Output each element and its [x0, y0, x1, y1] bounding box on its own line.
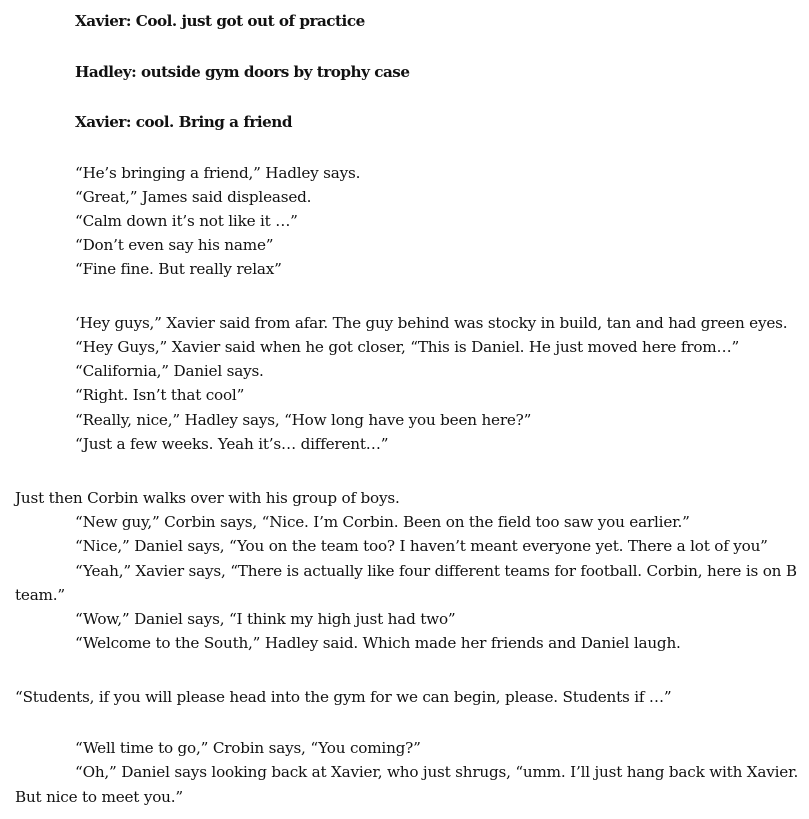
text-line: “Students, if you will please head into the gym for we can begin, please. Students if …” — [15, 688, 672, 706]
chat-line-hadley: Hadley: outside gym doors by trophy case — [75, 63, 410, 81]
text-line: “New guy,” Corbin says, “Nice. I’m Corbin. Been on the field too saw you earlier.” — [75, 513, 690, 531]
text-line: “Nice,” Daniel says, “You on the team too? I haven’t meant everyone yet. There a lot of you” — [75, 537, 768, 555]
text-line: “Oh,” Daniel says looking back at Xavier, who just shrugs, “umm. I’ll just hang back with Xavier. — [75, 763, 799, 781]
text-line: “Hey Guys,” Xavier said when he got closer, “This is Daniel. He just moved here from…” — [75, 338, 740, 356]
chat-line-xavier-2: Xavier: cool. Bring a friend — [75, 113, 292, 131]
text-line: “Yeah,” Xavier says, “There is actually like four different teams for football. Corbin, here is on B — [75, 562, 797, 580]
text-line: ‘Hey guys,” Xavier said from afar. The guy behind was stocky in build, tan and had green eyes. — [75, 314, 788, 332]
text-line: “Great,” James said displeased. — [75, 188, 312, 206]
text-line: “He’s bringing a friend,” Hadley says. — [75, 164, 361, 182]
text-line: “Just a few weeks. Yeah it’s… different…” — [75, 435, 389, 453]
text-line: “Wow,” Daniel says, “I think my high just had two” — [75, 610, 456, 628]
text-line: “Really, nice,” Hadley says, “How long have you been here?” — [75, 411, 532, 429]
text-line: “California,” Daniel says. — [75, 362, 264, 380]
chat-line-xavier-1: Xavier: Cool. just got out of practice — [75, 12, 365, 30]
text-line: team.” — [15, 586, 65, 604]
text-line: “Calm down it’s not like it …” — [75, 212, 298, 230]
text-line: “Don’t even say his name” — [75, 236, 274, 254]
text-line: “Right. Isn’t that cool” — [75, 386, 245, 404]
text-line: Just then Corbin walks over with his group of boys. — [15, 489, 400, 507]
text-line: But nice to meet you.” — [15, 788, 183, 806]
text-line: “Welcome to the South,” Hadley said. Which made her friends and Daniel laugh. — [75, 634, 681, 652]
text-line: “Fine fine. But really relax” — [75, 260, 282, 278]
text-line: “Well time to go,” Crobin says, “You coming?” — [75, 739, 421, 757]
